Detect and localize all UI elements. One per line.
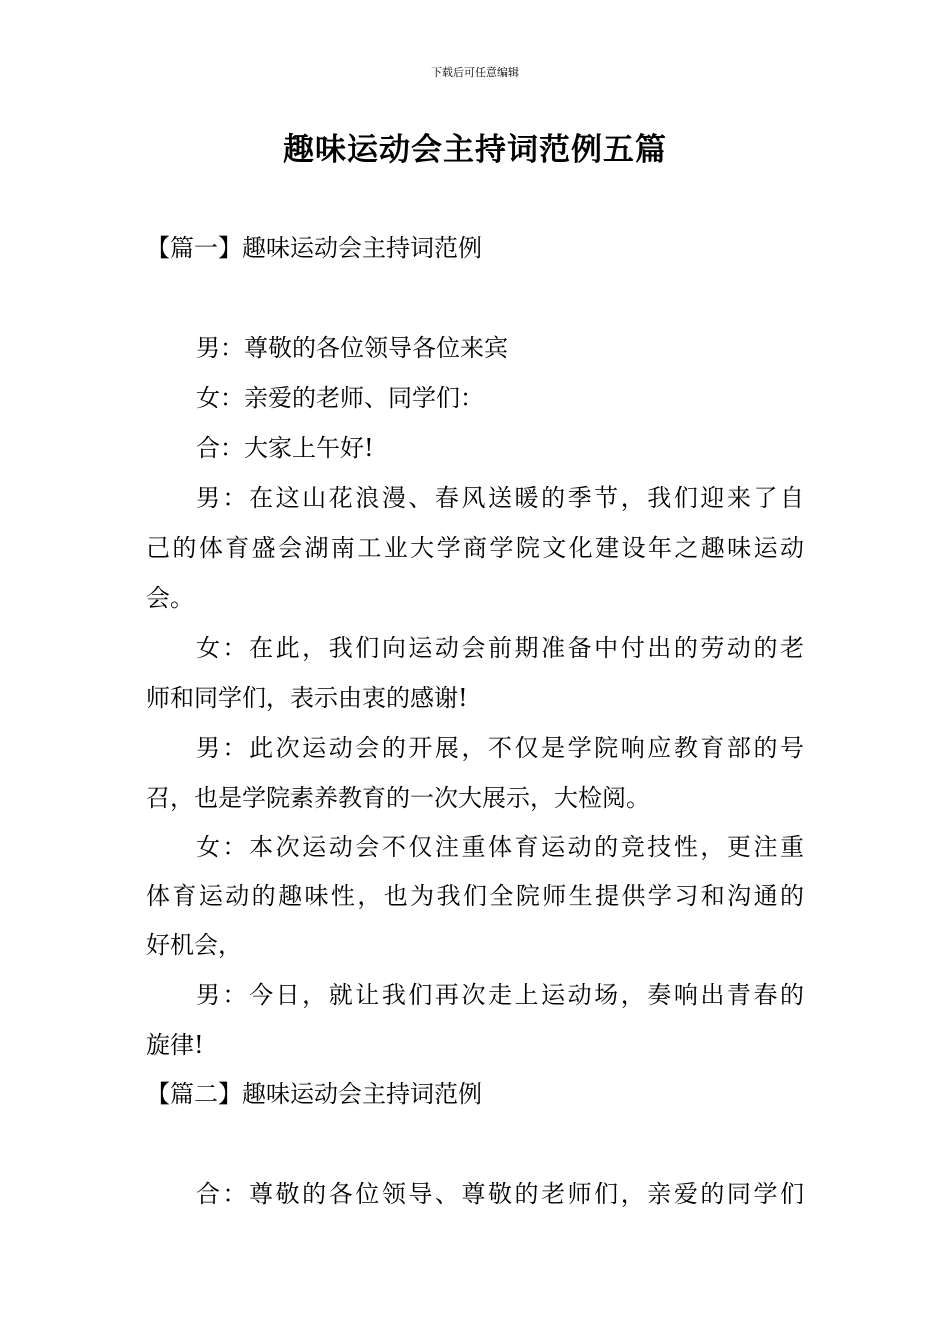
- section-heading-1: 【篇一】趣味运动会主持词范例: [146, 234, 482, 262]
- paragraph-line: 体育运动的趣味性，也为我们全院师生提供学习和沟通的: [146, 882, 804, 910]
- paragraph-line: 合：尊敬的各位领导、尊敬的老师们，亲爱的同学们: [196, 1180, 804, 1208]
- paragraph-line: 会。: [146, 584, 194, 612]
- paragraph-line: 男：今日，就让我们再次走上运动场，奏响出青春的: [196, 981, 804, 1009]
- paragraph-line: 女：在此，我们向运动会前期准备中付出的劳动的老: [196, 634, 804, 662]
- paragraph-line: 男：此次运动会的开展，不仅是学院响应教育部的号: [196, 734, 804, 762]
- paragraph-line: 师和同学们，表示由衷的感谢!: [146, 684, 468, 712]
- section-heading-2: 【篇二】趣味运动会主持词范例: [146, 1080, 482, 1108]
- paragraph-line: 合：大家上午好!: [196, 434, 374, 462]
- paragraph-line: 男：在这山花浪漫、春风送暖的季节，我们迎来了自: [196, 484, 804, 512]
- paragraph-line: 召，也是学院素养教育的一次大展示，大检阅。: [146, 784, 650, 812]
- paragraph-line: 好机会，: [146, 931, 242, 959]
- document-title: 趣味运动会主持词范例五篇: [283, 132, 667, 168]
- paragraph-line: 旋律!: [146, 1031, 204, 1059]
- paragraph-line: 女：亲爱的老师、同学们：: [196, 384, 484, 412]
- paragraph-line: 女：本次运动会不仅注重体育运动的竞技性，更注重: [196, 833, 804, 861]
- paragraph-line: 己的体育盛会湖南工业大学商学院文化建设年之趣味运动: [146, 534, 804, 562]
- paragraph-line: 男：尊敬的各位领导各位来宾: [196, 334, 508, 362]
- header-note: 下载后可任意编辑: [431, 66, 519, 79]
